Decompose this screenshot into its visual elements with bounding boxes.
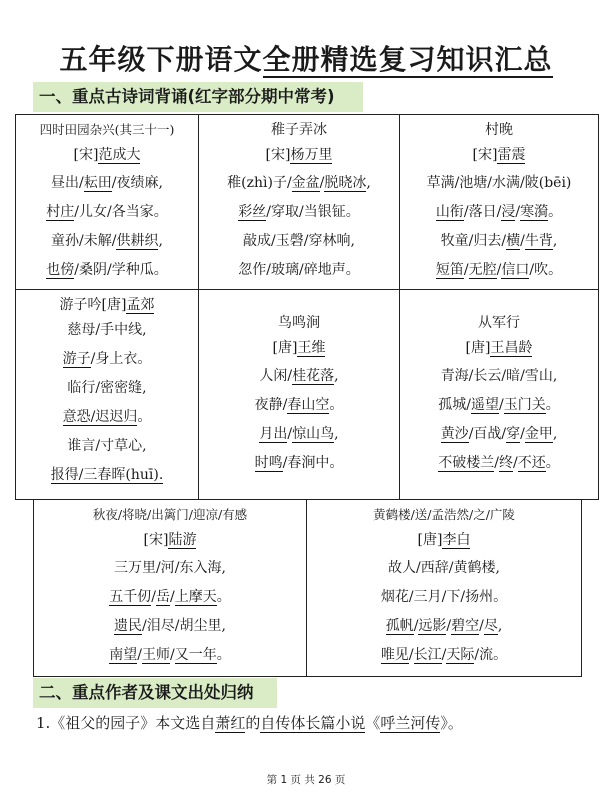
poem-line-part: 牛背 bbox=[524, 233, 553, 249]
poem-author-part: 王昌龄 bbox=[490, 340, 533, 356]
page-title bbox=[0, 38, 612, 78]
poem-line bbox=[199, 169, 399, 198]
poem-title bbox=[34, 504, 306, 526]
poem-line bbox=[16, 403, 198, 432]
poem-line-part: /儿女/各当家。 bbox=[74, 204, 168, 220]
poem-line-part: /春涧中。 bbox=[282, 455, 344, 471]
poem-title bbox=[199, 312, 399, 334]
poem-author-part: [唐] bbox=[417, 532, 443, 548]
poem-line bbox=[400, 256, 598, 285]
poem-author-part: [宋] bbox=[265, 147, 291, 163]
poem-line-part: 终 bbox=[499, 455, 513, 471]
page-footer: 第 1 页 共 26 页 bbox=[266, 774, 346, 786]
poem-line-part: 烟花/三月/下/扬州。 bbox=[380, 589, 508, 605]
poem-line-part: 唯见 bbox=[380, 647, 409, 663]
poem-line-part: 谁言/寸草心, bbox=[67, 438, 147, 454]
poem-line-part: 又一年 bbox=[174, 647, 217, 663]
poem-line-part: 供耕织 bbox=[116, 233, 159, 249]
poem-line-part: 耘田 bbox=[83, 175, 112, 191]
poem-line bbox=[199, 362, 399, 391]
poem-line bbox=[199, 227, 399, 256]
poem-line-part: /吹。 bbox=[529, 262, 563, 278]
poem-author-part: [宋] bbox=[73, 147, 99, 163]
poem-line-part: , bbox=[334, 368, 339, 384]
poem-line-part: 桂花落 bbox=[292, 368, 335, 384]
poem-line-part: / bbox=[413, 618, 419, 634]
poem-line-part: 王师 bbox=[142, 647, 170, 663]
poem-title bbox=[307, 504, 581, 526]
poem-line-part: 岳 bbox=[156, 589, 170, 605]
poem-line-part: 。 bbox=[545, 455, 560, 471]
poem-line-part: 短笛 bbox=[435, 262, 464, 278]
poem-line-part: , bbox=[552, 233, 558, 249]
poem-line bbox=[16, 374, 198, 403]
poem-title-text: 稚子弄冰 bbox=[271, 122, 327, 138]
poem-line-part: / bbox=[499, 397, 504, 413]
poem-cell bbox=[33, 499, 307, 677]
poem-line-part: / bbox=[446, 618, 452, 634]
poem-line-part: , bbox=[497, 618, 503, 634]
poem-author-part: 范成大 bbox=[98, 147, 141, 163]
poem-line-part: 天际 bbox=[446, 647, 475, 663]
poem-line-part: 慈母/手中线, bbox=[67, 322, 147, 338]
poem-line-part: 敲成/玉磬/穿林响, bbox=[243, 233, 355, 249]
poem-line-part: 人闲/ bbox=[259, 368, 293, 384]
poem-cell bbox=[306, 499, 582, 677]
poem-line-part: /穿取/当银钲。 bbox=[266, 204, 360, 220]
poem-line-part: 南望 bbox=[109, 647, 138, 663]
poem-line-part: 童孙/未解/ bbox=[51, 233, 117, 249]
poem-line bbox=[307, 583, 581, 612]
poem-line-part: 。 bbox=[329, 397, 344, 413]
poem-line bbox=[34, 612, 306, 641]
poem-line-part: 。 bbox=[216, 589, 231, 605]
poem-title bbox=[16, 119, 198, 141]
poem-line bbox=[400, 449, 598, 478]
poem-line bbox=[307, 641, 581, 670]
poem-author bbox=[400, 334, 598, 362]
poem-author bbox=[199, 334, 399, 362]
poem-line-part: /泪尽/胡尘里, bbox=[142, 618, 226, 634]
poem-line-part: 碧空 bbox=[451, 618, 480, 634]
poem-title-text: 四时田园杂兴(其三十一) bbox=[39, 122, 175, 137]
poem-author-part: 李白 bbox=[442, 532, 471, 548]
poem-author: 孟郊 bbox=[126, 297, 155, 313]
poem-line-part: / bbox=[496, 262, 502, 278]
poem-line bbox=[16, 169, 198, 198]
poem-line-part: 。 bbox=[548, 204, 563, 220]
poem-title-text: 村晚 bbox=[485, 122, 513, 138]
poem-line-part: 遥望 bbox=[471, 397, 499, 413]
poem-line-part: , bbox=[334, 426, 339, 442]
title-underlined: 全册精选复习知识汇总 bbox=[262, 43, 553, 76]
poem-line bbox=[400, 227, 598, 256]
poem-line bbox=[400, 362, 598, 391]
poem-line bbox=[199, 256, 399, 285]
poem-line-part: / bbox=[441, 647, 447, 663]
poem-line-part: 孤帆 bbox=[385, 618, 414, 634]
poem-line-part: 玉门关 bbox=[503, 397, 546, 413]
poem-line-part: 牧童/归去/ bbox=[440, 233, 507, 249]
poem-line-part: 稚(zhì)子/ bbox=[227, 175, 292, 191]
poem-line-part: 金甲 bbox=[524, 426, 553, 442]
poem-line-part: 穿 bbox=[506, 426, 521, 442]
poem-title-text: 游子吟 bbox=[59, 297, 102, 313]
poem-title-text: 鸟鸣涧 bbox=[278, 315, 320, 331]
poem-line-part: 远影 bbox=[418, 618, 447, 634]
poem-cell bbox=[399, 114, 599, 290]
poem-line-part: 春山空 bbox=[287, 397, 330, 413]
poem-line-part: 报得/三春晖(huī). bbox=[50, 467, 164, 483]
poem-line-part: 惊山鸟 bbox=[292, 426, 335, 442]
poem-author: [唐] bbox=[101, 297, 127, 313]
poem-line-part: / bbox=[408, 647, 414, 663]
poem-line bbox=[199, 391, 399, 420]
poem-title bbox=[400, 312, 598, 334]
poem-line bbox=[16, 432, 198, 461]
poem-line-part: 忽作/玻璃/碎地声。 bbox=[238, 262, 360, 278]
poem-line-part: / bbox=[170, 589, 175, 605]
poem-line bbox=[16, 256, 198, 285]
poem-author-part: [宋] bbox=[143, 532, 169, 548]
poem-line-part: /身上衣。 bbox=[90, 351, 152, 367]
poem-title-text: 从军行 bbox=[478, 315, 520, 331]
poem-author bbox=[16, 141, 198, 169]
poem-line-part: 临行/密密缝, bbox=[67, 380, 147, 396]
poem-author-part: 王维 bbox=[297, 340, 326, 356]
poem-author-part: [唐] bbox=[272, 340, 298, 356]
poem-line bbox=[16, 345, 198, 374]
poem-author-part: [宋] bbox=[472, 147, 498, 163]
poem-line bbox=[16, 227, 198, 256]
title-plain: 五年级下册语文 bbox=[59, 43, 263, 76]
poem-line-part: / bbox=[151, 589, 156, 605]
poem-line-part: , bbox=[366, 175, 371, 191]
poem-line-part: / bbox=[479, 618, 484, 634]
poem-line-part: 山衔 bbox=[435, 204, 464, 220]
poem-line-part: 。 bbox=[216, 647, 231, 663]
poem-line bbox=[16, 198, 198, 227]
poem-line-part: 不还 bbox=[517, 455, 546, 471]
poem-line-part: /百战/ bbox=[468, 426, 507, 442]
poem-author bbox=[34, 526, 306, 554]
poem-line-part: 昼出/ bbox=[51, 175, 84, 191]
poem-title bbox=[199, 119, 399, 141]
poem-line bbox=[400, 169, 598, 198]
poem-line-part: 彩丝 bbox=[238, 204, 267, 220]
body-line-part: 呼兰河传 bbox=[380, 714, 441, 732]
poem-author bbox=[400, 141, 598, 169]
poem-title bbox=[16, 294, 198, 316]
poem-line-part: / bbox=[137, 647, 142, 663]
poem-line-part: , bbox=[158, 233, 163, 249]
poem-line-part: , bbox=[552, 426, 558, 442]
poem-line bbox=[34, 641, 306, 670]
poem-line-part: 。 bbox=[137, 409, 152, 425]
poem-line-part: 孤城/ bbox=[438, 397, 471, 413]
poem-line bbox=[16, 316, 198, 345]
section-heading-poems: 一、重点古诗词背诵(红字部分期中常考) bbox=[33, 82, 363, 112]
poem-line-part: 长江 bbox=[413, 647, 442, 663]
poem-line bbox=[34, 554, 306, 583]
poem-line-part: 五千仞 bbox=[109, 589, 152, 605]
poem-line-part: 横 bbox=[506, 233, 521, 249]
body-line-1 bbox=[36, 712, 463, 733]
poem-line-part: /夜绩麻, bbox=[111, 175, 163, 191]
poem-line-part: 月出 bbox=[259, 426, 288, 442]
body-line-part: 》。 bbox=[440, 714, 463, 732]
poem-line bbox=[400, 420, 598, 449]
poem-line-part: /流。 bbox=[474, 647, 508, 663]
poem-line-part: 青海/长云/暗/雪山, bbox=[440, 368, 558, 384]
poem-line-part: 无腔 bbox=[468, 262, 497, 278]
poem-line-part: / bbox=[287, 426, 293, 442]
poem-line-part: / bbox=[170, 647, 175, 663]
poem-line-part: 信口 bbox=[501, 262, 530, 278]
poem-cell bbox=[15, 289, 199, 500]
poem-line-part: / bbox=[515, 204, 521, 220]
poem-line-part: 草满/池塘/水满/陂(bēi) bbox=[426, 175, 572, 191]
poem-line-part: 游子 bbox=[62, 351, 91, 367]
poem-line-part: 故人/西辞/黄鹤楼, bbox=[388, 560, 500, 576]
poem-line bbox=[307, 612, 581, 641]
poem-line-part: 脱晓冰 bbox=[324, 175, 367, 191]
poem-line-part: 浸 bbox=[501, 204, 516, 220]
poem-author-part: [唐] bbox=[465, 340, 491, 356]
poem-line-part: /落日/ bbox=[463, 204, 502, 220]
body-line-part: 《 bbox=[365, 714, 381, 732]
poem-line bbox=[199, 420, 399, 449]
poem-line-part: 时鸣 bbox=[254, 455, 283, 471]
poem-line-part: / bbox=[513, 455, 518, 471]
poem-cell bbox=[198, 289, 400, 500]
poem-line-part: 。 bbox=[545, 397, 560, 413]
poem-author-part: 杨万里 bbox=[290, 147, 333, 163]
poem-line bbox=[199, 449, 399, 478]
poem-line-part: 意恐/迟迟归 bbox=[62, 409, 138, 425]
poem-line bbox=[400, 198, 598, 227]
poem-line bbox=[307, 554, 581, 583]
poem-line-part: /桑阴/学种瓜。 bbox=[74, 262, 168, 278]
poem-line bbox=[199, 198, 399, 227]
body-line-part: 萧红 bbox=[215, 714, 246, 732]
poem-line-part: / bbox=[520, 233, 525, 249]
poem-line-part: 三万里/河/东入海, bbox=[114, 560, 226, 576]
poem-author-part: 雷震 bbox=[497, 147, 526, 163]
poem-title-text: 秋夜/将晓/出篱门/迎凉/有感 bbox=[92, 507, 248, 522]
poem-author bbox=[199, 141, 399, 169]
poem-line-part: / bbox=[494, 455, 499, 471]
poem-line-part: 村庄 bbox=[46, 204, 75, 220]
poem-line-part: 遗民 bbox=[114, 618, 143, 634]
poem-title-text: 黄鹤楼/送/孟浩然/之/广陵 bbox=[373, 507, 515, 522]
poem-title bbox=[400, 119, 598, 141]
poem-author bbox=[307, 526, 581, 554]
poem-line-part: 黄沙 bbox=[440, 426, 469, 442]
poem-line bbox=[34, 583, 306, 612]
poem-line-part: / bbox=[319, 175, 325, 191]
poem-line-part: 寒漪 bbox=[520, 204, 549, 220]
poem-line-part: / bbox=[520, 426, 525, 442]
section-heading-authors: 二、重点作者及课文出处归纳 bbox=[33, 678, 277, 708]
poem-line-part: 金盆 bbox=[291, 175, 320, 191]
poem-cell bbox=[15, 114, 199, 290]
poem-line bbox=[16, 461, 198, 490]
poem-line-part: 尽 bbox=[483, 618, 498, 634]
body-line-part: 的 bbox=[245, 714, 261, 732]
poem-cell bbox=[399, 289, 599, 500]
poem-line bbox=[400, 391, 598, 420]
poem-line-part: 上摩天 bbox=[174, 589, 217, 605]
poem-line-part: 夜静/ bbox=[254, 397, 288, 413]
poem-line-part: 也傍 bbox=[46, 262, 75, 278]
poem-author-part: 陆游 bbox=[168, 532, 197, 548]
poem-cell bbox=[198, 114, 400, 290]
body-line-part: 1.《祖父的园子》本文选自 bbox=[36, 714, 216, 732]
body-line-part: 自传体长篇小说 bbox=[260, 714, 366, 732]
poem-line-part: / bbox=[463, 262, 469, 278]
poem-line-part: 不破楼兰 bbox=[438, 455, 495, 471]
